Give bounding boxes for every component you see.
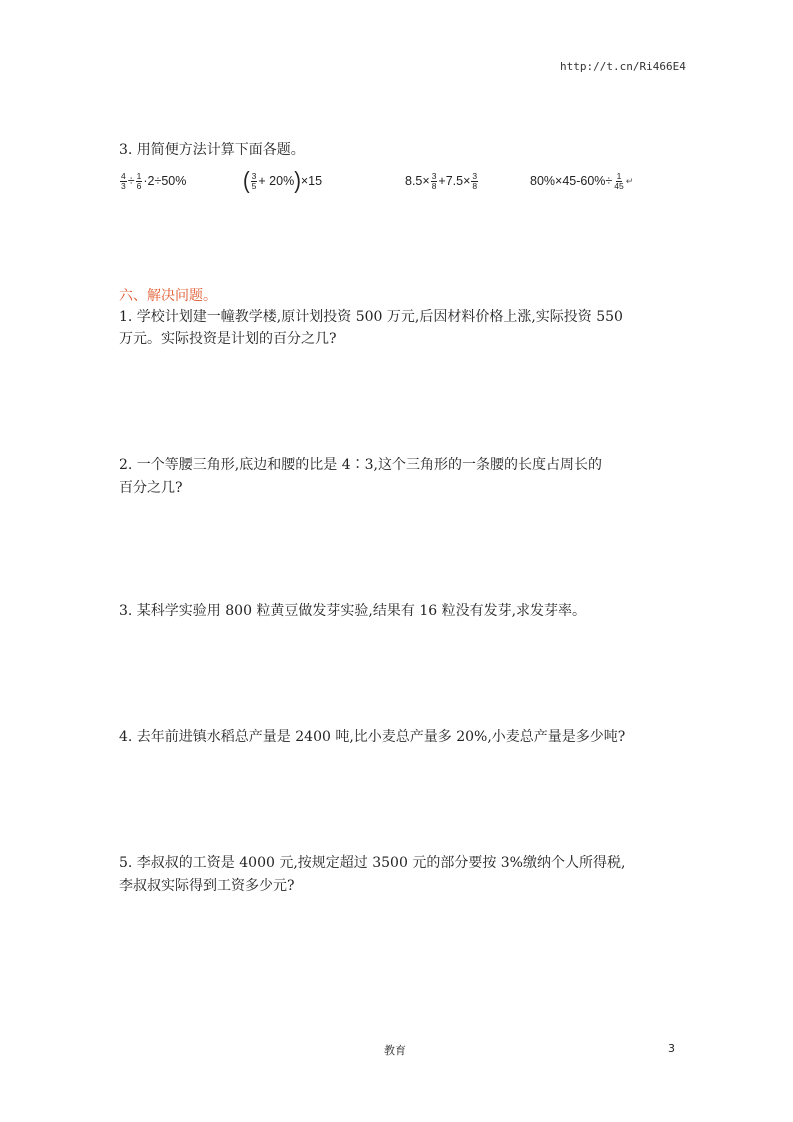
question-1-line-2: 万元。实际投资是计划的百分之几? xyxy=(119,331,337,347)
expression-text: ×15 xyxy=(300,174,323,188)
question-4: 4. 去年前进镇水稻总产量是 2400 吨,比小麦总产量多 20%,小麦总产量是多少吨? xyxy=(119,729,626,745)
question-2-line-2: 百分之几? xyxy=(119,480,183,496)
fraction: $\frac{1}{45}$ xyxy=(614,170,624,191)
page-number: 3 xyxy=(668,1042,675,1055)
section6-heading: 六、解决问题。 xyxy=(119,288,217,304)
fraction: $\frac{3}{8}$ xyxy=(472,170,478,191)
operator: ÷ xyxy=(127,174,135,188)
question-2-line-1: 2. 一个等腰三角形,底边和腰的比是 4∶3,这个三角形的一条腰的长度占周长的 xyxy=(119,457,602,473)
question-5-line-1: 5. 李叔叔的工资是 4000 元,按规定超过 3500 元的部分要按 3%缴纳个人所得税, xyxy=(119,855,626,871)
expression-text: + 20% xyxy=(258,174,295,188)
fraction: $\frac{3}{5}$ xyxy=(251,170,257,191)
expression-2 xyxy=(243,166,322,196)
section3-title: 3. 用简便方法计算下面各题。 xyxy=(119,142,305,158)
expression-3 xyxy=(405,166,479,196)
right-paren: ) xyxy=(294,168,301,194)
paragraph-mark: ↵ xyxy=(625,175,634,186)
fraction: $\frac{3}{8}$ xyxy=(431,170,437,191)
expression-text: ·2÷50% xyxy=(143,174,187,188)
expression-1 xyxy=(119,166,186,196)
expression-text: +7.5× xyxy=(438,174,471,188)
question-1-line-1: 1. 学校计划建一幢教学楼,原计划投资 500 万元,后因材料价格上涨,实际投资 550 xyxy=(119,309,623,325)
expression-text: 80%×45-60%÷ xyxy=(530,174,613,188)
fraction: $\frac{1}{6}$ xyxy=(136,170,142,191)
expression-text: 8.5× xyxy=(405,174,430,188)
footer-text: 教育 xyxy=(384,1044,406,1057)
left-paren: ( xyxy=(243,168,250,194)
fraction: $\frac{4}{3}$ xyxy=(121,170,126,191)
question-5-line-2: 李叔叔实际得到工资多少元? xyxy=(119,878,295,894)
expression-4 xyxy=(530,166,633,196)
question-3: 3. 某科学实验用 800 粒黄豆做发芽实验,结果有 16 粒没有发芽,求发芽率。 xyxy=(119,603,587,619)
header-url: http://t.cn/Ri466E4 xyxy=(560,60,686,73)
